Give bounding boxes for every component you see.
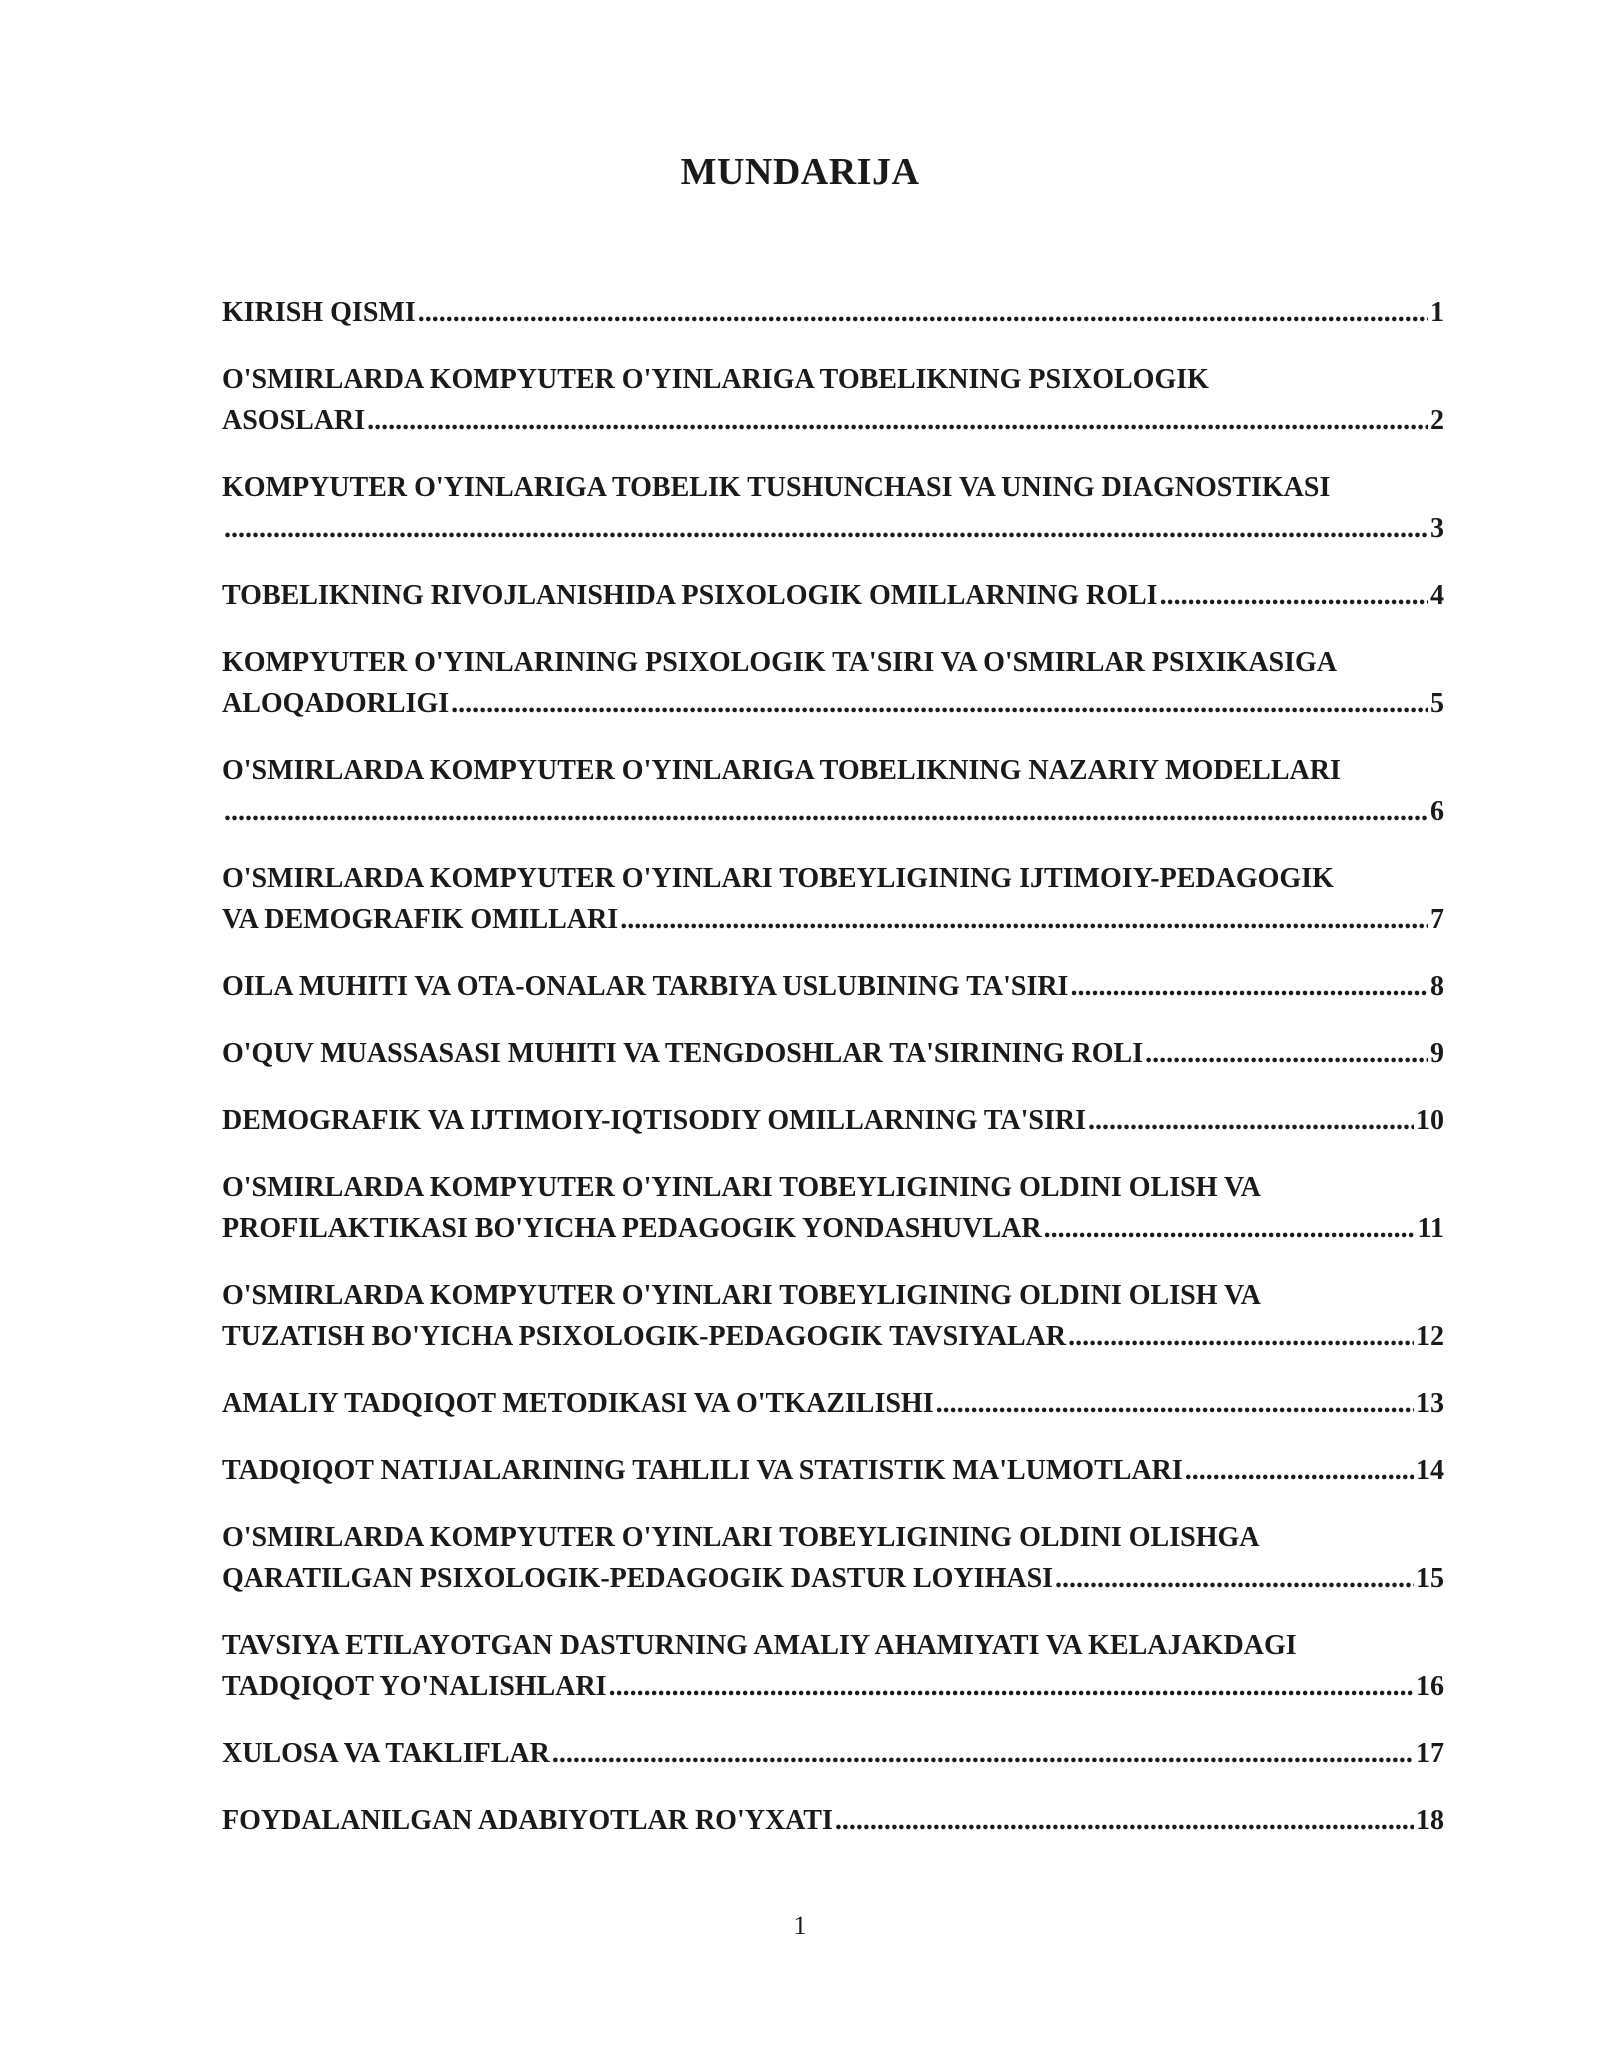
toc-entry-title-line: O'SMIRLARDA KOMPYUTER O'YINLARI TOBEYLIGINING IJTIMOIY-PEDAGOGIK xyxy=(222,863,1334,894)
page-title: MUNDARIJA xyxy=(680,151,920,193)
toc-entry[interactable] xyxy=(222,1100,1444,1141)
toc-page-number: 10 xyxy=(1416,1105,1444,1136)
toc-entry[interactable] xyxy=(222,1625,1444,1707)
toc-entry[interactable] xyxy=(222,1383,1444,1424)
toc-entry-title: O'QUV MUASSASASI MUHITI VA TENGDOSHLAR TA'SIRINING ROLI xyxy=(222,1038,1144,1069)
toc-entry[interactable] xyxy=(222,1033,1444,1074)
toc-entry-leader-line xyxy=(222,1666,1444,1707)
toc-entry-title: PROFILAKTIKASI BO'YICHA PEDAGOGIK YONDASHUVLAR xyxy=(222,1213,1042,1244)
toc-entry[interactable] xyxy=(222,1167,1444,1249)
toc-entry-leader-line xyxy=(222,899,1444,940)
toc-page-number: 14 xyxy=(1416,1455,1444,1486)
toc-entry-title: KIRISH QISMI xyxy=(222,297,416,328)
toc-page-number: 5 xyxy=(1430,688,1444,719)
toc-entry[interactable] xyxy=(222,575,1444,616)
toc-entry-leader-line xyxy=(222,292,1444,333)
page-number: 1 xyxy=(793,1911,807,1940)
toc-entry[interactable] xyxy=(222,359,1444,441)
dot-leader xyxy=(1055,1558,1414,1599)
toc-entry-title-line: O'SMIRLARDA KOMPYUTER O'YINLARIGA TOBELIKNING NAZARIY MODELLARI xyxy=(222,755,1341,786)
toc-entry-title-line: TAVSIYA ETILAYOTGAN DASTURNING AMALIY AHAMIYATI VA KELAJAKDAGI xyxy=(222,1630,1297,1661)
table-of-contents xyxy=(222,292,1444,1867)
toc-entry[interactable] xyxy=(222,292,1444,333)
toc-page-number: 1 xyxy=(1430,297,1444,328)
toc-page-number: 17 xyxy=(1416,1738,1444,1769)
toc-entry[interactable] xyxy=(222,1275,1444,1357)
dot-leader xyxy=(1044,1208,1416,1249)
toc-entry-leader-line xyxy=(222,1450,1444,1491)
toc-entry-title-line: O'SMIRLARDA KOMPYUTER O'YINLARI TOBEYLIGINING OLDINI OLISHGA xyxy=(222,1522,1260,1553)
toc-entry-leader-line xyxy=(222,1558,1444,1599)
toc-entry-leader-line xyxy=(222,1100,1444,1141)
toc-entry-title-line: O'SMIRLARDA KOMPYUTER O'YINLARI TOBEYLIGINING OLDINI OLISH VA xyxy=(222,1280,1261,1311)
toc-entry-leader-line xyxy=(222,1733,1444,1774)
toc-entry[interactable] xyxy=(222,1450,1444,1491)
toc-entry-leader-line xyxy=(222,1800,1444,1841)
dot-leader xyxy=(552,1733,1414,1774)
toc-entry[interactable] xyxy=(222,467,1444,549)
toc-entry-title: XULOSA VA TAKLIFLAR xyxy=(222,1738,550,1769)
toc-entry-title-line: O'SMIRLARDA KOMPYUTER O'YINLARI TOBEYLIGINING OLDINI OLISH VA xyxy=(222,1172,1261,1203)
toc-entry-title: OILA MUHITI VA OTA-ONALAR TARBIYA USLUBINING TA'SIRI xyxy=(222,971,1069,1002)
toc-page-number: 6 xyxy=(1430,796,1444,827)
dot-leader xyxy=(451,683,1428,724)
toc-entry-title: TADQIQOT NATIJALARINING TAHLILI VA STATISTIK MA'LUMOTLARI xyxy=(222,1455,1183,1486)
toc-entry-title-line: KOMPYUTER O'YINLARIGA TOBELIK TUSHUNCHASI VA UNING DIAGNOSTIKASI xyxy=(222,472,1331,503)
toc-page-number: 3 xyxy=(1430,513,1444,544)
toc-entry-title: QARATILGAN PSIXOLOGIK-PEDAGOGIK DASTUR LOYIHASI xyxy=(222,1563,1054,1594)
toc-entry-title-line: O'SMIRLARDA KOMPYUTER O'YINLARIGA TOBELIKNING PSIXOLOGIK xyxy=(222,364,1209,395)
toc-entry-title: AMALIY TADQIQOT METODIKASI VA O'TKAZILISHI xyxy=(222,1388,934,1419)
toc-entry-title: TOBELIKNING RIVOJLANISHIDA PSIXOLOGIK OMILLARNING ROLI xyxy=(222,580,1158,611)
toc-entry-title: ALOQADORLIGI xyxy=(222,688,450,719)
toc-entry[interactable] xyxy=(222,642,1444,724)
toc-entry-leader-line xyxy=(222,966,1444,1007)
toc-entry-title: TADQIQOT YO'NALISHLARI xyxy=(222,1671,607,1702)
dot-leader xyxy=(1088,1100,1414,1141)
toc-page-number: 4 xyxy=(1430,580,1444,611)
toc-entry[interactable] xyxy=(222,1800,1444,1841)
toc-entry[interactable] xyxy=(222,858,1444,940)
toc-entry-leader-line xyxy=(222,791,1444,832)
dot-leader xyxy=(936,1383,1414,1424)
toc-page-number: 18 xyxy=(1416,1805,1444,1836)
toc-entry[interactable] xyxy=(222,1733,1444,1774)
dot-leader xyxy=(1160,575,1428,616)
dot-leader xyxy=(367,400,1428,441)
dot-leader xyxy=(224,791,1428,832)
toc-page-number: 8 xyxy=(1430,971,1444,1002)
toc-entry-leader-line xyxy=(222,400,1444,441)
toc-entry-leader-line xyxy=(222,575,1444,616)
toc-entry[interactable] xyxy=(222,1517,1444,1599)
dot-leader xyxy=(1185,1450,1414,1491)
toc-entry-leader-line xyxy=(222,1208,1444,1249)
toc-page-number: 15 xyxy=(1416,1563,1444,1594)
dot-leader xyxy=(835,1800,1414,1841)
toc-page-number: 13 xyxy=(1416,1388,1444,1419)
toc-page-number: 7 xyxy=(1430,904,1444,935)
toc-page-number: 16 xyxy=(1416,1671,1444,1702)
toc-entry-title: DEMOGRAFIK VA IJTIMOIY-IQTISODIY OMILLARNING TA'SIRI xyxy=(222,1105,1087,1136)
toc-entry-title-line: KOMPYUTER O'YINLARINING PSIXOLOGIK TA'SIRI VA O'SMIRLAR PSIXIKASIGA xyxy=(222,647,1338,678)
dot-leader xyxy=(1145,1033,1428,1074)
toc-entry[interactable] xyxy=(222,966,1444,1007)
toc-entry-title: VA DEMOGRAFIK OMILLARI xyxy=(222,904,619,935)
toc-page-number: 11 xyxy=(1417,1213,1444,1244)
toc-entry-leader-line xyxy=(222,1383,1444,1424)
toc-page-number: 12 xyxy=(1416,1321,1444,1352)
dot-leader xyxy=(1070,966,1428,1007)
toc-entry[interactable] xyxy=(222,750,1444,832)
toc-page-number: 9 xyxy=(1430,1038,1444,1069)
dot-leader xyxy=(620,899,1428,940)
toc-entry-title: TUZATISH BO'YICHA PSIXOLOGIK-PEDAGOGIK TAVSIYALAR xyxy=(222,1321,1067,1352)
toc-entry-leader-line xyxy=(222,1316,1444,1357)
toc-page-number: 2 xyxy=(1430,405,1444,436)
dot-leader xyxy=(224,508,1428,549)
dot-leader xyxy=(1068,1316,1414,1357)
dot-leader xyxy=(609,1666,1414,1707)
toc-entry-title: ASOSLARI xyxy=(222,405,366,436)
toc-entry-leader-line xyxy=(222,1033,1444,1074)
toc-entry-title: FOYDALANILGAN ADABIYOTLAR RO'YXATI xyxy=(222,1805,833,1836)
toc-entry-leader-line xyxy=(222,508,1444,549)
toc-entry-leader-line xyxy=(222,683,1444,724)
dot-leader xyxy=(418,292,1428,333)
